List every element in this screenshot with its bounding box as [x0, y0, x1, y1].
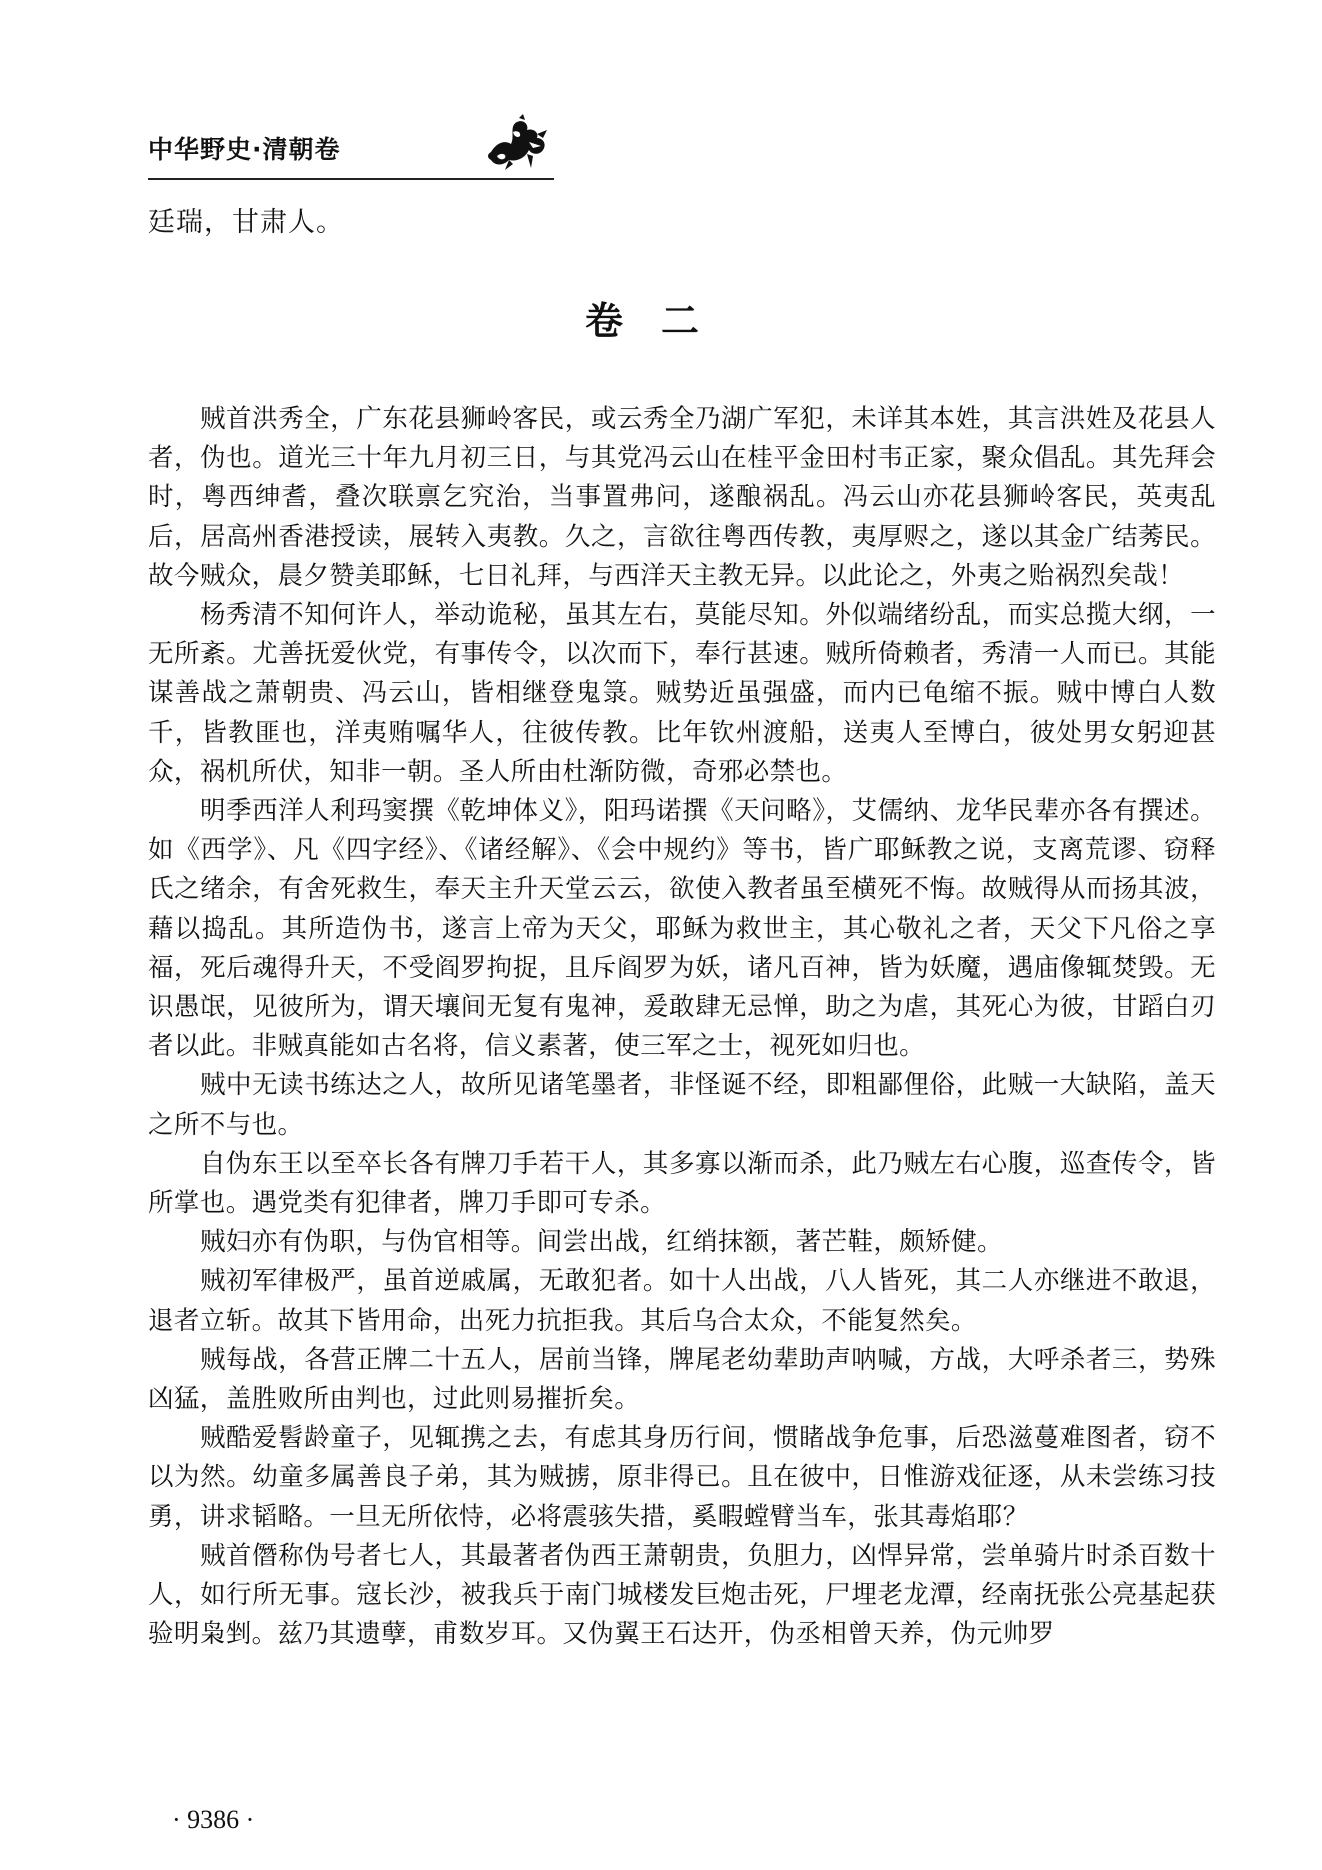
paragraph: 贼妇亦有伪职，与伪官相等。间尝出战，红绡抹额，著芒鞋，颇矫健。	[200, 1227, 1003, 1258]
paragraph: 贼中无读书练达之人，故所见诸笔墨者，非怪诞不经，即粗鄙俚俗，此贼一大缺陷，盖天之所不与也。	[148, 1070, 1216, 1140]
paragraph: 贼每战，各营正牌二十五人，居前当锋，牌尾老幼辈助声呐喊，方战，大呼杀者三，势殊凶猛，盖胜败所由判也，过此则易摧折矣。	[148, 1344, 1216, 1415]
chapter-title: 卷二	[584, 299, 737, 343]
paragraph: 自伪东王以至卒长各有牌刀手若干人，其多寡以渐而杀，此乃贼左右心腹，巡查传令，皆所掌也。遇党类有犯律者，牌刀手即可专杀。	[148, 1148, 1216, 1219]
running-header	[148, 100, 554, 180]
paragraph: 贼酷爱髫龄童子，见辄携之去，有虑其身历行间，惯睹战争危事，后恐滋蔓难图者，窃不以为然。幼童多属善良子弟，其为贼掳，原非得已。且在彼中，日惟游戏征逐，从未尝练习技勇，讲求韬略。一旦无所依恃，必将震骇失措，奚暇螳臂当车，张其毒焰耶？	[148, 1423, 1216, 1532]
paragraph: 贼首僭称伪号者七人，其最著者伪西王萧朝贵，负胆力，凶悍异常，尝单骑片时杀百数十人，如行所无事。寇长沙，被我兵于南门城楼发巨炮击死，尸埋老龙潭，经南抚张公亮基起获验明枭剉。兹乃其遗孽，甫数岁耳。又伪翼王石达开，伪丞相曾天养，伪元帅罗	[148, 1540, 1216, 1650]
paragraph: 杨秀清不知何许人，举动诡秘，虽其左右，莫能尽知。外似端绪纷乱，而实总揽大纲，一无所紊。尤善抚爱伙党，有事传令，以次而下，奉行甚速。贼所倚赖者，秀清一人而已。其能谋善战之萧朝贵、冯云山，皆相继登鬼箓。贼势近虽强盛，而内已龟缩不振。贼中博白人数千，皆教匪也，洋夷贿嘱华人，往彼传教。比年钦州渡船，送夷人至博白，彼处男女躬迎甚众，祸机所伏，知非一朝。圣人所由杜渐防微，奇邪必禁也。	[148, 600, 1216, 787]
continued-text-line: 廷瑞，甘肃人。	[148, 207, 344, 238]
body-text	[148, 400, 1216, 1655]
page-number: · 9386 ·	[172, 1805, 255, 1834]
header-title: 中华野史·清朝卷	[148, 135, 341, 164]
dragon-logo-icon	[483, 112, 553, 172]
paragraph: 贼初军律极严，虽首逆戚属，无敢犯者。如十人出战，八人皆死，其二人亦继进不敢退，退者立斩。故其下皆用命，出死力抗拒我。其后乌合太众，不能复然矣。	[148, 1266, 1216, 1336]
header-rule	[148, 178, 554, 180]
paragraph: 贼首洪秀全，广东花县狮岭客民，或云秀全乃湖广军犯，未详其本姓，其言洪姓及花县人者，伪也。道光三十年九月初三日，与其党冯云山在桂平金田村韦正家，聚众倡乱。其先拜会时，粤西绅耆，叠次联禀乞究治，当事置弗问，遂酿祸乱。冯云山亦花县狮岭客民，英夷乱后，居高州香港授读，展转入夷教。久之，言欲往粤西传教，夷厚赆之，遂以其金广结莠民。故今贼众，晨夕赞美耶稣，七日礼拜，与西洋天主教无异。以此论之，外夷之贻祸烈矣哉！	[148, 404, 1216, 591]
paragraph: 明季西洋人利玛窦撰《乾坤体义》，阳玛诺撰《天问略》，艾儒纳、龙华民辈亦各有撰述。如《西学》、凡《四字经》、《诸经解》、《会中规约》等书，皆广耶稣教之说，支离荒谬、窃释氏之绪余，有舍死救生，奉天主升天堂云云，欲使入教者虽至横死不悔。故贼得从而扬其波，藉以捣乱。其所造伪书，遂言上帝为天父，耶稣为救世主，其心敬礼之者，天父下凡俗之享福，死后魂得升天，不受阎罗拘捉，且斥阎罗为妖，诸凡百神，皆为妖魔，遇庙像辄焚毁。无识愚氓，见彼所为，谓天壤间无复有鬼神，爰敢肆无忌惮，助之为虐，其死心为彼，甘蹈白刃者以此。非贼真能如古名将，信义素著，使三军之士，视死如归也。	[148, 796, 1216, 1062]
